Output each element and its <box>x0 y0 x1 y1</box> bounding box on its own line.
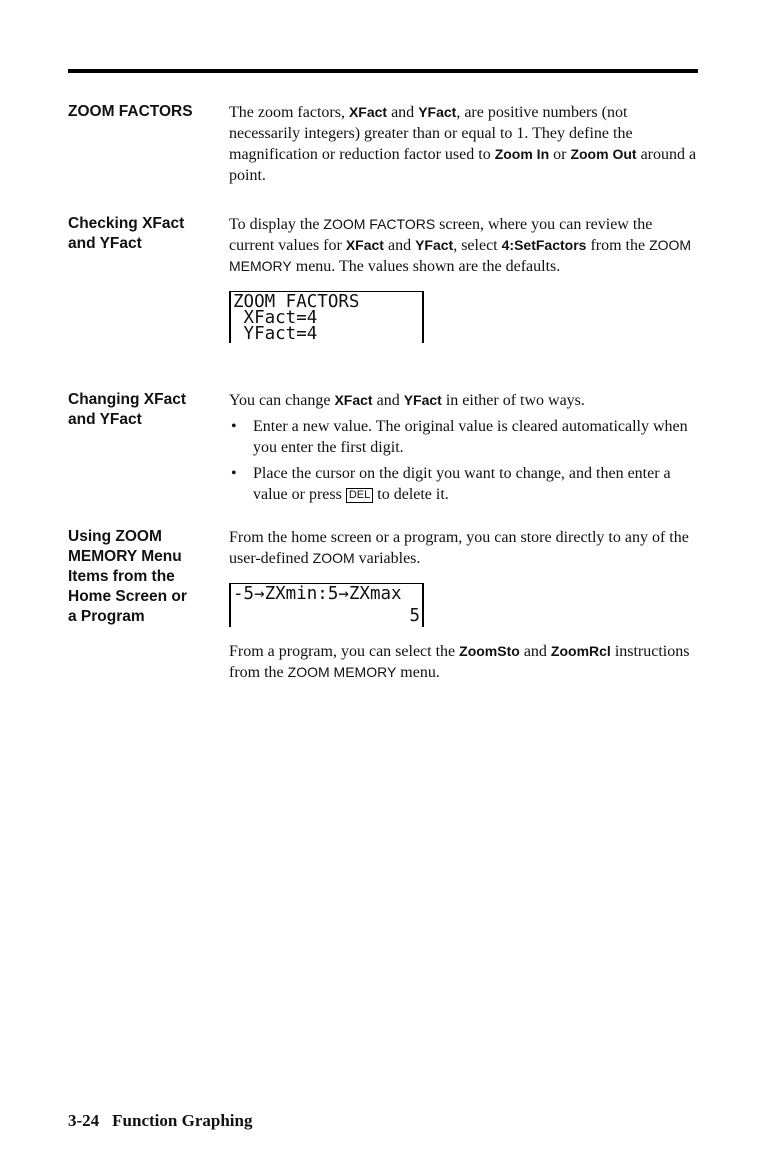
text: variables. <box>354 550 421 567</box>
keyword-zoomsto: ZoomSto <box>459 643 520 659</box>
heading-line: MEMORY Menu <box>68 548 182 565</box>
section-heading: ZOOM FACTORS <box>68 103 193 120</box>
text: instructions from the <box>229 643 690 681</box>
text: and <box>383 237 416 254</box>
keyword-yfact: YFact <box>403 392 442 408</box>
section-body <box>229 214 699 343</box>
keyword-yfact: YFact <box>418 104 457 120</box>
text: , are positive numbers (not necessarily integers) greater than or equal to 1. They define the magnification or reduction factor used to <box>229 104 633 163</box>
text: You can change <box>229 392 335 409</box>
keyword-xfact: XFact <box>348 104 388 120</box>
keyword-xfact: XFact <box>334 392 373 408</box>
page-number: 3-24 <box>68 1111 100 1130</box>
text: or <box>549 146 571 163</box>
bullet-text: to delete it. <box>373 486 449 503</box>
bullet-text: Enter a new value. The original value is cleared automatically when you enter the first digit. <box>253 418 688 456</box>
section-heading <box>68 390 218 430</box>
section-body <box>229 527 699 683</box>
text: and <box>519 643 551 660</box>
menu-name: ZOOM MEMORY <box>229 237 692 274</box>
text: from the <box>586 237 650 254</box>
text: The zoom factors, <box>229 104 349 121</box>
screen-line: 5 <box>409 606 420 626</box>
keyword-yfact: YFact <box>415 237 454 253</box>
heading-line: Checking XFact <box>68 215 185 232</box>
section-heading <box>68 214 218 254</box>
screen-line: XFact=4 <box>233 308 318 328</box>
section-heading <box>68 527 218 627</box>
menu-name: ZOOM FACTORS <box>323 216 436 232</box>
list-item <box>229 463 699 505</box>
text: around a point. <box>229 146 697 184</box>
section-body <box>229 102 699 186</box>
keyword-zoomrcl: ZoomRcl <box>550 643 611 659</box>
text: in either of two ways. <box>441 392 585 409</box>
bullet-text: Place the cursor on the digit you want to change, and then enter a value or press <box>253 465 671 503</box>
paragraph <box>229 641 699 683</box>
keyword-setfactors: 4:SetFactors <box>501 237 587 253</box>
text: screen, where you can review the current values for <box>229 216 653 254</box>
heading-line: Home Screen or <box>68 588 187 605</box>
text: From a program, you can select the <box>229 643 460 660</box>
menu-name: ZOOM MEMORY <box>287 664 397 680</box>
paragraph <box>229 214 699 277</box>
heading-line: and YFact <box>68 411 142 428</box>
page-footer <box>68 1111 252 1131</box>
list-item <box>229 416 699 458</box>
top-rule <box>68 69 698 73</box>
heading-line: Changing XFact <box>68 391 186 408</box>
del-key-icon: DEL <box>346 488 373 503</box>
text: menu. The values shown are the defaults. <box>291 258 561 275</box>
keyword-xfact: XFact <box>345 237 384 253</box>
paragraph <box>229 390 699 411</box>
calculator-screen-zoom-factors <box>229 291 424 343</box>
heading-line: and YFact <box>68 235 142 252</box>
heading-line: a Program <box>68 608 145 625</box>
calculator-screen-home <box>229 583 424 627</box>
text: menu. <box>396 664 440 681</box>
heading-line: Items from the <box>68 568 175 585</box>
heading-line: Using ZOOM <box>68 528 162 545</box>
text: , select <box>453 237 502 254</box>
section-body <box>229 390 699 505</box>
chapter-title: Function Graphing <box>112 1111 253 1130</box>
keyword-zoom-out: Zoom Out <box>570 146 637 162</box>
menu-name: ZOOM <box>312 550 355 566</box>
paragraph <box>229 102 699 186</box>
keyword-zoom-in: Zoom In <box>494 146 550 162</box>
screen-line: YFact=4 <box>233 324 318 344</box>
text: and <box>372 392 404 409</box>
screen-line: -5→ZXmin:5→ZXmax <box>233 584 402 604</box>
paragraph <box>229 527 699 569</box>
text: To display the <box>229 216 324 233</box>
text: From the home screen or a program, you can store directly to any of the user-defined <box>229 529 689 567</box>
text: and <box>387 104 419 121</box>
bullet-list <box>229 416 699 505</box>
screen-line: ZOOM FACTORS <box>233 292 360 312</box>
